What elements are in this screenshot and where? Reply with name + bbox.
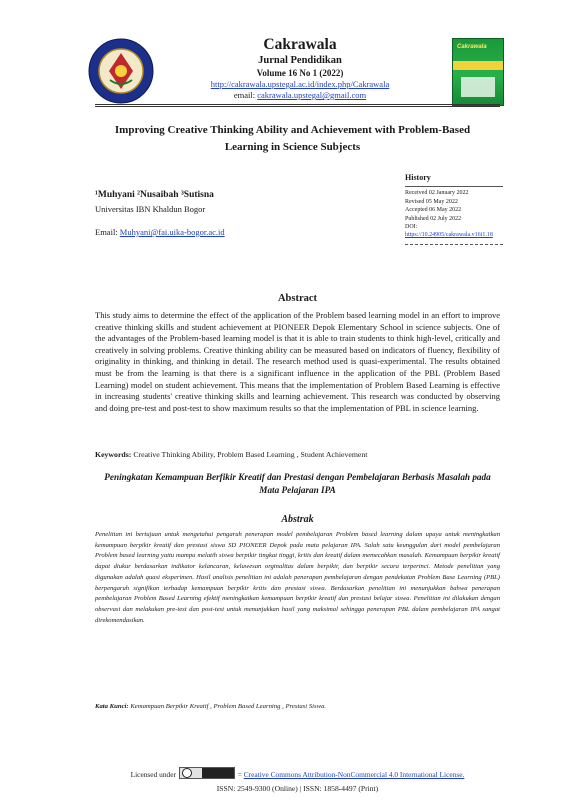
journal-title: Cakrawala (263, 36, 337, 53)
history-doi-link[interactable]: https://10.24905/cakrawala.v16i1.18 (405, 232, 493, 239)
keywords (95, 450, 500, 459)
journal-subtitle: Jurnal Pendidikan (258, 55, 342, 66)
abstract-heading: Abstract (277, 293, 318, 304)
indonesian-title: Peningkatan Kemampuan Berfikir Kreatif dan Prestasi dengan Pembelajaran Berbasis Masalah pada Mata Pelajaran IPA (104, 472, 491, 495)
history-doi-label: DOI: (405, 224, 418, 231)
journal-email-link[interactable]: cakrawala.upstegal@gmail.com (257, 90, 367, 100)
email-label: email: (233, 90, 256, 100)
keywords-text: Creative Thinking Ability, Problem Based Learning , Student Achievement (133, 450, 368, 459)
header-divider (95, 104, 500, 105)
license-line: Licensed under = Creative Commons Attribution-NonCommercial 4.0 International License. (95, 767, 500, 779)
kata-kunci-label: Kata Kunci: (95, 703, 129, 710)
author-email-label: Email: (95, 227, 118, 237)
journal-url-link[interactable]: http://cakrawala.upstegal.ac.id/index.php/Cakrawala (210, 79, 390, 89)
history-published: Published 02 July 2022 (405, 215, 462, 222)
kata-kunci-text: Kemampuan Berpikir Kreatif , Problem Based Learning , Prestasi Siswa. (130, 703, 327, 710)
history-heading: History (405, 173, 431, 182)
cover-title: Cakrawala (457, 44, 487, 50)
header-divider-2 (95, 106, 500, 107)
kata-kunci (95, 703, 500, 710)
issn-line: ISSN: 2549-9300 (Online) | ISSN: 1858-4497 (Print) (216, 784, 379, 793)
journal-volume: Volume 16 No 1 (2022) (256, 68, 344, 78)
article-authors: ¹Muhyani ²Nusaibah ³Sutisna (95, 190, 214, 200)
abstrak-text: Penelitian ini bertujuan untuk mengetahui pengaruh penerapan model pembelajaran Problem based learning dalam upaya untuk meningkatkan kemampuan berpikir kreatif dan prestasi siswa SD PIONEER Depok pada mata pelajaran IPA. Salah satu keunggulan dari model pembelajaran Problem based learning yaitu mampu melatih siswa berpikir tingkat tinggi, kritis dan kreatif dalam memecahkan masalah. Kemampuan berpikir kreatif dapat diukur berdasarkan indikator kelancaran, keluwesan orginalitas dalam berpikir, dan berpikir secara terperinci. Metode penelitian yang digunakan adalah quasi eksperimen. Hasil analisis penelitian ini adalah penerapan pembelajaran dengan pendekatan Problem Base Learning (PBL) berpengaruh signifikan terhadap kemampuan berpikir kritis dan prestasi siswa. Berdasarkan penelitian ini menunjukkan bahwa penerapan pembelajaran Problem Based Learning efektif meningkatkan kemampuan berpikir kreatif dan prestasi belajar siswa. Penelitian ini dilakukan dengan observasi dan melakukan pre-test dan post-test untuk menunjukkan hasil yang maksimal sehingga penerapan PBL dalam pembelajaran IPA sangat direkomendasikan. (95, 531, 500, 624)
history-box (405, 174, 503, 245)
author-affiliation: Universitas IBN Khaldun Bogor (95, 204, 206, 214)
licensed-prefix: Licensed under (130, 770, 176, 779)
history-revised: Revised 05 May 2022 (405, 198, 458, 205)
university-logo (88, 38, 154, 104)
article-title: Improving Creative Thinking Ability and Achievement with Problem-Based Learning in Science Subjects (114, 124, 471, 153)
cc-license-badge[interactable] (179, 767, 235, 779)
journal-cover-image (452, 38, 504, 106)
history-received: Received 02 January 2022 (405, 190, 469, 197)
author-email (95, 227, 225, 237)
author-email-link[interactable]: Muhyani@fai.uika-bogor.ac.id (119, 227, 225, 237)
abstrak-heading: Abstrak (281, 514, 314, 525)
journal-header (160, 36, 440, 101)
abstract-text: This study aims to determine the effect of the application of the Problem based learning model in an effort to improve creative thinking skills and student achievement at PIONEER Depok Elementary School in science subjects. One of the advantages of the Problem-based learning model is that it is able to train students to think high-level, critically and creatively in solving problems. Creative thinking ability can be measured based on indicators of fluency, flexibility of originality in thinking, and thinking in detail. The research method used is quasi-experimental. The results obtained must be from the learning is that there is a significant influence in the application of the PBL (Problem Based Learning) model on student achievement. This means that the implementation of Problem Based Learning is effective in increasing students' creative thinking skills and learning achievement. This research was conducted by observing and doing pre-test and post-test to show maximum results so that the implementation of PBL in science learning. (95, 310, 500, 413)
license-link[interactable]: Creative Commons Attribution-NonCommercial 4.0 International License. (243, 770, 465, 779)
keywords-label: Keywords: (95, 450, 132, 459)
history-accepted: Accepted 06 May 2022 (405, 207, 462, 214)
